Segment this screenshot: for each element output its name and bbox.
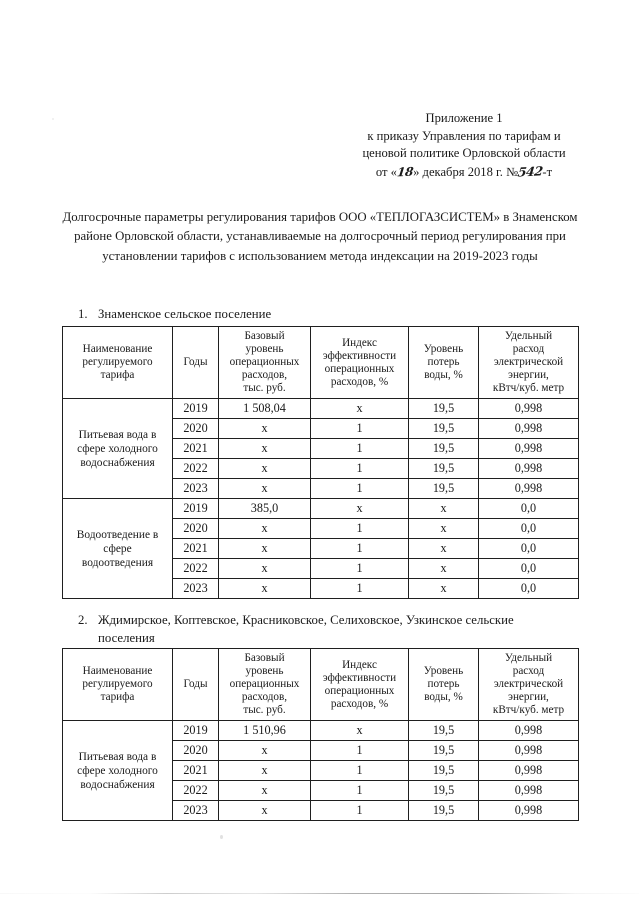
- tariff-name-cell: Водоотведение в сфере водоотведения: [63, 499, 173, 599]
- efficiency-index-cell: х: [311, 399, 409, 419]
- col-header-water-loss: Уровень потерь воды, %: [409, 327, 479, 399]
- year-cell: 2020: [173, 419, 219, 439]
- scan-artifact-line: [0, 893, 639, 894]
- base-level-cell: х: [219, 539, 311, 559]
- tariff-name-cell: Питьевая вода в сфере холодного водоснабжения: [63, 721, 173, 821]
- electricity-cell: 0,0: [479, 499, 579, 519]
- base-level-cell: х: [219, 761, 311, 781]
- year-cell: 2019: [173, 721, 219, 741]
- base-level-cell: х: [219, 459, 311, 479]
- year-cell: 2019: [173, 399, 219, 419]
- order-date-line: [348, 163, 580, 182]
- water-loss-cell: х: [409, 559, 479, 579]
- col-header-efficiency-index: Индекс эффективности операционных расходов, %: [311, 327, 409, 399]
- date-prefix: от «: [375, 164, 397, 179]
- electricity-cell: 0,998: [479, 781, 579, 801]
- water-loss-cell: 19,5: [409, 459, 479, 479]
- electricity-cell: 0,998: [479, 801, 579, 821]
- col-header-base-level: Базовый уровень операционных расходов, тыс. руб.: [219, 649, 311, 721]
- col-header-name: Наименование регулируемого тарифа: [63, 327, 173, 399]
- electricity-cell: 0,998: [479, 741, 579, 761]
- year-cell: 2021: [173, 539, 219, 559]
- efficiency-index-cell: 1: [311, 539, 409, 559]
- year-cell: 2021: [173, 439, 219, 459]
- order-line-2: ценовой политике Орловской области: [362, 146, 566, 160]
- table-row: [63, 721, 579, 741]
- section-2-label-line-1: Ждимирское, Коптевское, Красниковское, Селиховское, Узкинское сельские: [98, 613, 514, 627]
- electricity-cell: 0,0: [479, 579, 579, 599]
- date-middle: » декабря 2018 г. №: [413, 164, 519, 179]
- electricity-cell: 0,998: [479, 459, 579, 479]
- efficiency-index-cell: х: [311, 721, 409, 741]
- efficiency-index-cell: 1: [311, 781, 409, 801]
- efficiency-index-cell: 1: [311, 801, 409, 821]
- year-cell: 2022: [173, 781, 219, 801]
- water-loss-cell: 19,5: [409, 419, 479, 439]
- parameters-table-1: [62, 326, 579, 599]
- col-header-efficiency-index: Индекс эффективности операционных расходов, %: [311, 649, 409, 721]
- water-loss-cell: 19,5: [409, 741, 479, 761]
- table-header-row: [63, 327, 579, 399]
- table-header-row: [63, 649, 579, 721]
- base-level-cell: х: [219, 781, 311, 801]
- section-heading-1: [78, 306, 508, 324]
- handwritten-order-number: 542: [517, 162, 544, 180]
- base-level-cell: х: [219, 419, 311, 439]
- electricity-cell: 0,0: [479, 519, 579, 539]
- section-heading-2: [78, 612, 583, 647]
- base-level-cell: х: [219, 479, 311, 499]
- water-loss-cell: 19,5: [409, 399, 479, 419]
- base-level-cell: х: [219, 559, 311, 579]
- electricity-cell: 0,998: [479, 439, 579, 459]
- base-level-cell: 1 510,96: [219, 721, 311, 741]
- col-header-electricity: Удельный расход электрической энергии, кВтч/куб. метр: [479, 649, 579, 721]
- base-level-cell: х: [219, 579, 311, 599]
- efficiency-index-cell: 1: [311, 479, 409, 499]
- section-2-number: 2.: [78, 613, 88, 627]
- year-cell: 2023: [173, 579, 219, 599]
- efficiency-index-cell: 1: [311, 419, 409, 439]
- water-loss-cell: х: [409, 499, 479, 519]
- order-suffix: -т: [542, 164, 553, 179]
- electricity-cell: 0,998: [479, 399, 579, 419]
- efficiency-index-cell: х: [311, 499, 409, 519]
- scan-artifact-speck: [220, 835, 223, 839]
- efficiency-index-cell: 1: [311, 579, 409, 599]
- base-level-cell: х: [219, 741, 311, 761]
- base-level-cell: х: [219, 439, 311, 459]
- tariff-name-cell: Питьевая вода в сфере холодного водоснабжения: [63, 399, 173, 499]
- parameters-table-2: [62, 648, 579, 821]
- water-loss-cell: 19,5: [409, 761, 479, 781]
- water-loss-cell: 19,5: [409, 721, 479, 741]
- water-loss-cell: х: [409, 539, 479, 559]
- electricity-cell: 0,0: [479, 539, 579, 559]
- water-loss-cell: 19,5: [409, 479, 479, 499]
- col-header-base-level: Базовый уровень операционных расходов, тыс. руб.: [219, 327, 311, 399]
- water-loss-cell: 19,5: [409, 781, 479, 801]
- year-cell: 2020: [173, 741, 219, 761]
- col-header-electricity: Удельный расход электрической энергии, кВтч/куб. метр: [479, 327, 579, 399]
- col-header-name: Наименование регулируемого тарифа: [63, 649, 173, 721]
- section-1-number: 1.: [78, 307, 88, 321]
- electricity-cell: 0,998: [479, 761, 579, 781]
- efficiency-index-cell: 1: [311, 519, 409, 539]
- section-1-label: Знаменское сельское поселение: [98, 307, 272, 321]
- water-loss-cell: 19,5: [409, 801, 479, 821]
- table-row: [63, 499, 579, 519]
- year-cell: 2022: [173, 559, 219, 579]
- efficiency-index-cell: 1: [311, 459, 409, 479]
- base-level-cell: х: [219, 801, 311, 821]
- base-level-cell: х: [219, 519, 311, 539]
- efficiency-index-cell: 1: [311, 439, 409, 459]
- year-cell: 2022: [173, 459, 219, 479]
- document-header: [348, 110, 580, 181]
- base-level-cell: 1 508,04: [219, 399, 311, 419]
- efficiency-index-cell: 1: [311, 559, 409, 579]
- table-row: [63, 399, 579, 419]
- electricity-cell: 0,998: [479, 419, 579, 439]
- electricity-cell: 0,998: [479, 721, 579, 741]
- scan-artifact-speck: [52, 118, 54, 120]
- col-header-water-loss: Уровень потерь воды, %: [409, 649, 479, 721]
- electricity-cell: 0,998: [479, 479, 579, 499]
- efficiency-index-cell: 1: [311, 761, 409, 781]
- electricity-cell: 0,0: [479, 559, 579, 579]
- year-cell: 2019: [173, 499, 219, 519]
- appendix-label: Приложение 1: [425, 111, 503, 125]
- year-cell: 2023: [173, 479, 219, 499]
- water-loss-cell: 19,5: [409, 439, 479, 459]
- handwritten-day: 18: [396, 164, 415, 179]
- section-2-label-line-2: поселения: [98, 630, 155, 645]
- water-loss-cell: х: [409, 519, 479, 539]
- col-header-years: Годы: [173, 327, 219, 399]
- order-line-1: к приказу Управления по тарифам и: [367, 128, 561, 143]
- base-level-cell: 385,0: [219, 499, 311, 519]
- water-loss-cell: х: [409, 579, 479, 599]
- page-title: Долгосрочные параметры регулирования тарифов ООО «ТЕПЛОГАЗСИСТЕМ» в Знаменском районе Орловской области, устанавливаемые на долгосрочный период регулирования при установлении тарифов с использованием метода индексации на 2019-2023 годы: [62, 210, 578, 263]
- year-cell: 2021: [173, 761, 219, 781]
- efficiency-index-cell: 1: [311, 741, 409, 761]
- col-header-years: Годы: [173, 649, 219, 721]
- year-cell: 2020: [173, 519, 219, 539]
- year-cell: 2023: [173, 801, 219, 821]
